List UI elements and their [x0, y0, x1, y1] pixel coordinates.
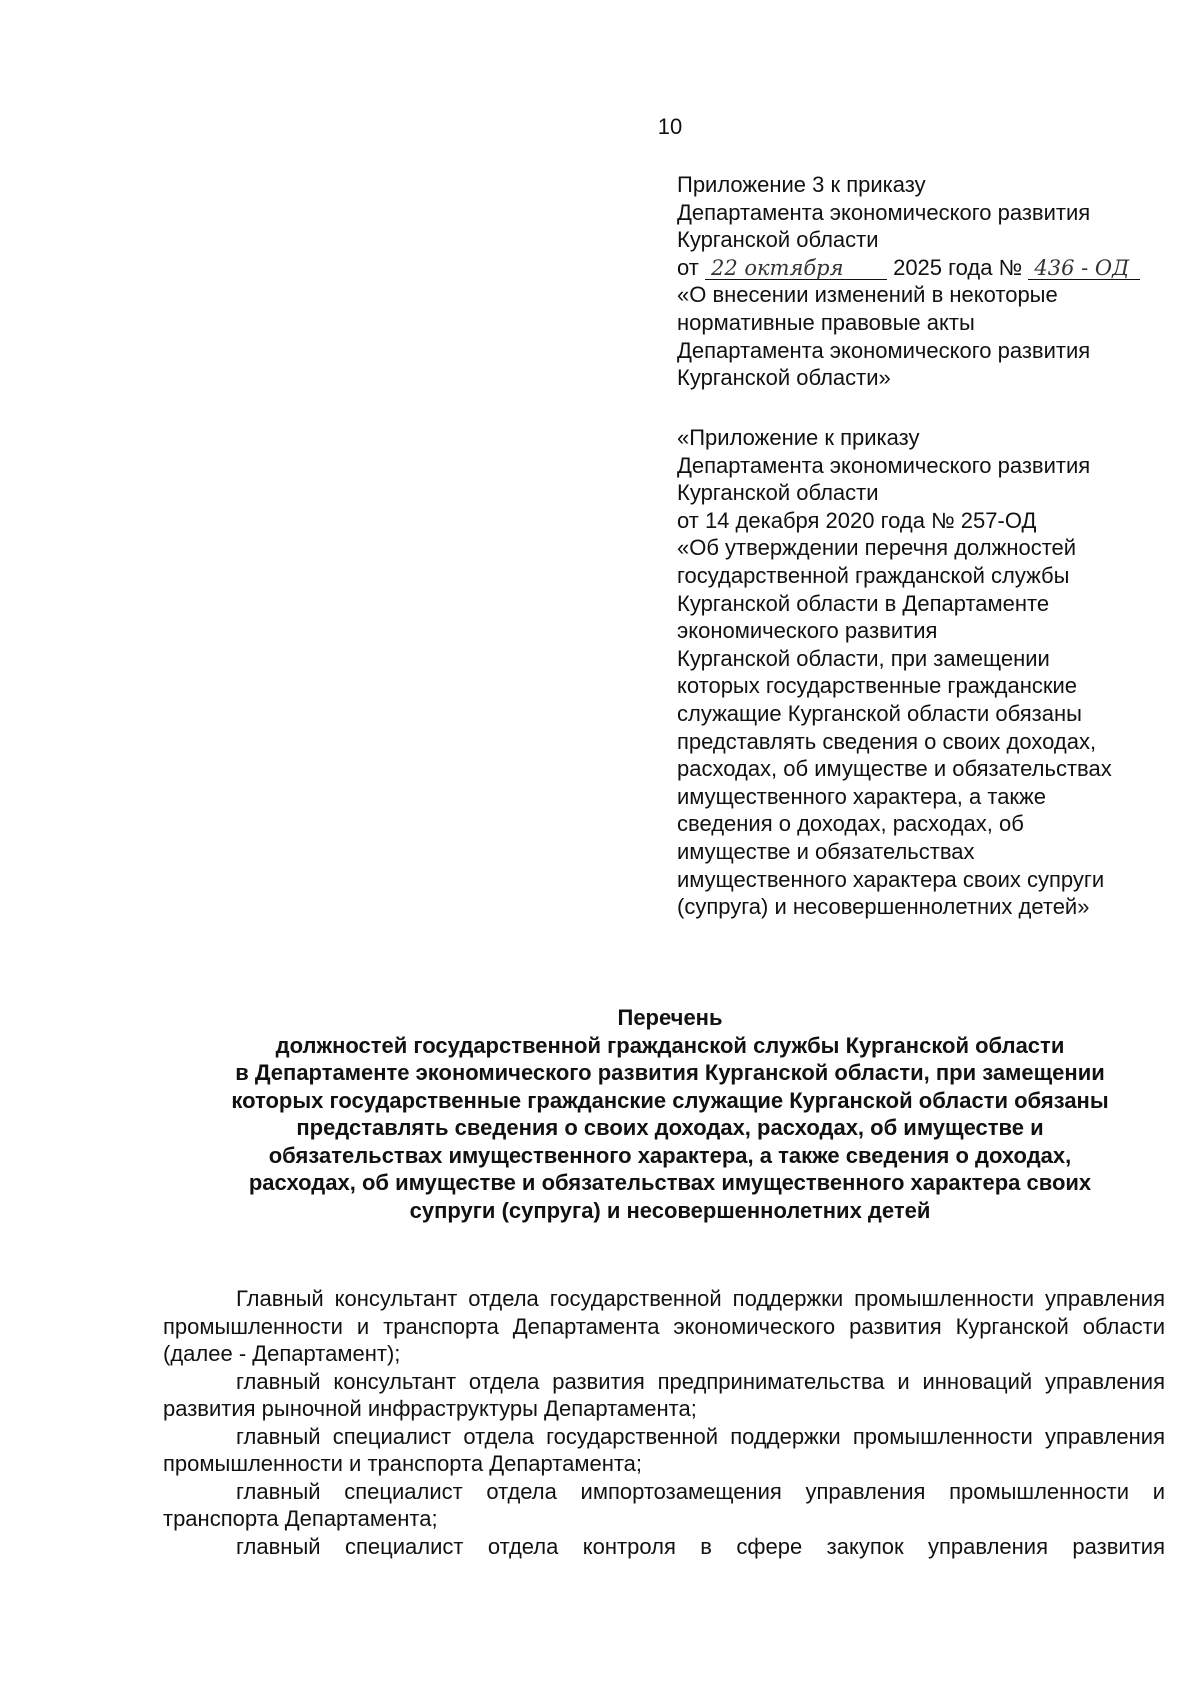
document-body: [163, 1285, 1165, 1560]
handwritten-number: 436 - ОД: [1028, 257, 1140, 280]
list-item: главный консультант отдела развития предпринимательства и инноваций управления развития рыночной инфраструктуры Департамента;: [163, 1368, 1165, 1421]
appendix-3-line: Департамента экономического развития: [677, 199, 1091, 225]
title-line: представлять сведения о своих доходах, расходах, об имуществе и: [296, 1115, 1044, 1140]
appendix-original-line: государственной гражданской службы: [677, 562, 1070, 588]
appendix-original-line: Курганской области в Департаменте: [677, 590, 1050, 616]
appendix-original-line: расходах, об имуществе и обязательствах: [677, 756, 1112, 782]
appendix-original-line: сведения о доходах, расходах, об: [677, 811, 1024, 837]
appendix-3-subject-line: «О внесении изменений в некоторые: [677, 282, 1058, 308]
appendix-original-line: которых государственные гражданские: [677, 673, 1077, 699]
document-title: [150, 1004, 1190, 1224]
appendix-original-header: [677, 424, 1177, 921]
title-line: в Департаменте экономического развития Курганской области, при замещении: [235, 1060, 1105, 1085]
appendix-original-line: от 14 декабря 2020 года № 257-ОД: [677, 507, 1037, 533]
appendix-3-header: [677, 171, 1177, 392]
appendix-3-subject-line: Департамента экономического развития: [677, 337, 1091, 363]
appendix-original-line: экономического развития: [677, 618, 938, 644]
appendix-original-line: служащие Курганской области обязаны: [677, 700, 1082, 726]
appendix-original-line: Курганской области: [677, 480, 879, 506]
date-prefix: от: [677, 254, 699, 280]
appendix-3-subject-line: Курганской области»: [677, 365, 891, 391]
handwritten-date: 22 октября: [705, 257, 887, 280]
title-line: которых государственные гражданские служащие Курганской области обязаны: [231, 1087, 1109, 1113]
date-middle: 2025 года №: [893, 254, 1023, 280]
title-line: супруги (супруга) и несовершеннолетних детей: [409, 1197, 931, 1223]
appendix-3-line: Приложение 3 к приказу: [677, 172, 926, 197]
appendix-original-line: имуществе и обязательствах: [677, 838, 975, 864]
appendix-original-line: Департамента экономического развития: [677, 452, 1091, 478]
appendix-3-subject-line: нормативные правовые акты: [677, 309, 975, 335]
title-line: расходах, об имуществе и обязательствах имущественного характера своих: [248, 1170, 1092, 1195]
title-line: должностей государственной гражданской службы Курганской области: [275, 1032, 1065, 1058]
list-item: Главный консультант отдела государственной поддержки промышленности управления промышленности и транспорта Департамента экономического развития Курганской области (далее - Департамент);: [163, 1286, 1165, 1366]
appendix-original-line: имущественного характера, а также: [677, 783, 1047, 809]
appendix-original-line: (супруга) и несовершеннолетних детей»: [677, 894, 1090, 920]
appendix-3-line: Курганской области: [677, 227, 879, 253]
title-line: Перечень: [617, 1005, 723, 1030]
title-line: обязательствах имущественного характера, а также сведения о доходах,: [268, 1142, 1072, 1168]
appendix-original-line: представлять сведения о своих доходах,: [677, 728, 1097, 754]
list-item: главный специалист отдела контроля в сфере закупок управления развития: [236, 1533, 1165, 1559]
appendix-original-line: «Об утверждении перечня должностей: [677, 535, 1077, 561]
appendix-3-date-line: [677, 254, 1177, 282]
list-item: главный специалист отдела импортозамещения управления промышленности и транспорта Департамента;: [163, 1478, 1165, 1531]
appendix-original-line: Курганской области, при замещении: [677, 645, 1050, 671]
appendix-original-line: имущественного характера своих супруги: [677, 866, 1105, 892]
appendix-original-line: «Приложение к приказу: [677, 425, 920, 450]
list-item: главный специалист отдела государственной поддержки промышленности управления промышленности и транспорта Департамента;: [163, 1423, 1165, 1476]
page-number: 10: [657, 114, 683, 139]
